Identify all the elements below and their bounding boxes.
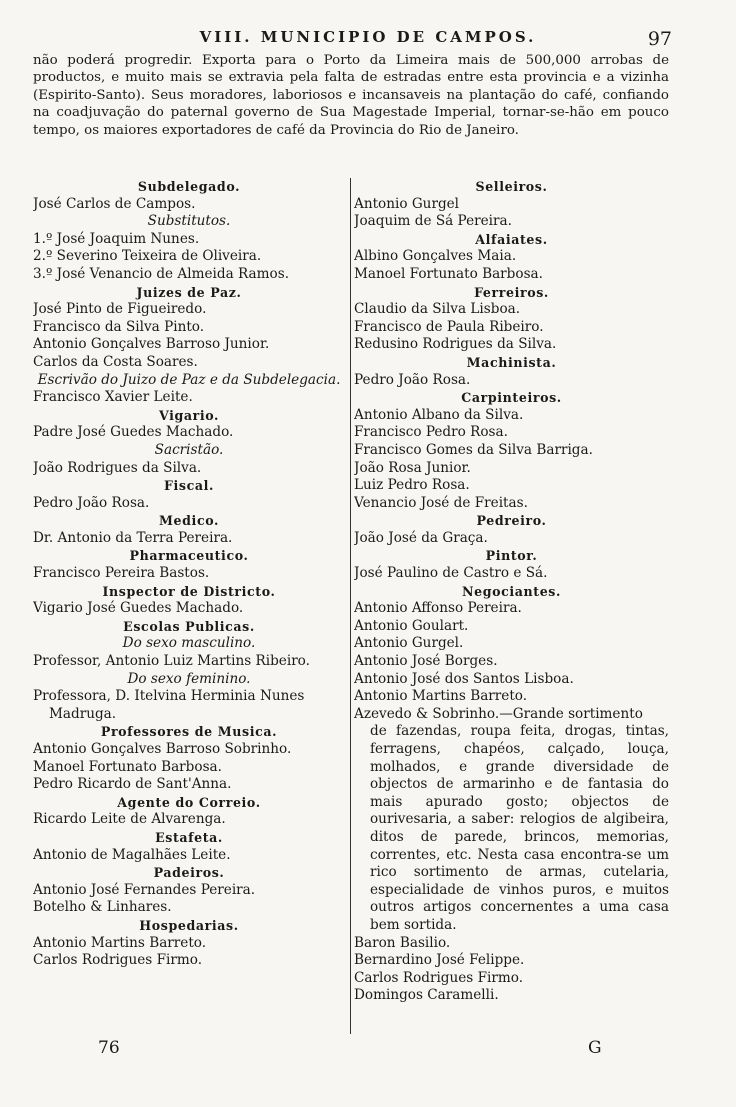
directory-entry: João Rosa Junior. [354,459,471,476]
section-heading: Inspector de Districto. [102,583,276,599]
subsection-heading: Sacristão. [154,441,224,458]
section-heading: Fiscal. [163,478,214,494]
directory-entry: José Pinto de Figueiredo. [33,301,207,318]
directory-entry: Botelho & Linhares. [33,899,172,916]
section-heading: Ferreiros. [474,284,549,300]
section-heading: Carpinteiros. [461,390,562,406]
directory-entry: Albino Gonçalves Maia. [354,248,517,265]
advertisement-lead: Azevedo & Sobrinho.—Grande sortimento [354,705,643,722]
directory-entry: Antonio Gonçalves Barroso Junior. [33,336,270,353]
directory-entry: Pedro João Rosa. [354,371,471,388]
directory-entry: Pedro João Rosa. [33,494,150,511]
left-column [33,178,345,970]
signature-mark: G [588,1038,602,1058]
directory-entry: Baron Basilio. [354,934,451,951]
directory-entry: Carlos da Costa Soares. [33,353,198,370]
directory-entry: Antonio Albano da Silva. [354,406,524,423]
directory-entry: Ricardo Leite de Alvarenga. [33,811,226,828]
directory-entry: João Rodrigues da Silva. [33,459,202,476]
directory-entry: Venancio José de Freitas. [354,494,528,511]
directory-entry: Francisco da Silva Pinto. [33,318,205,335]
section-heading: Machinista. [466,354,557,370]
directory-entry: Antonio José Fernandes Pereira. [33,881,256,898]
directory-entry: José Carlos de Campos. [33,195,196,212]
footer-page-number: 76 [98,1038,120,1058]
section-heading: Negociantes. [461,583,561,599]
directory-entry: Antonio Martins Barreto. [354,688,528,705]
subsection-heading: Do sexo masculino. [122,635,256,652]
section-heading: Juizes de Paz. [136,284,242,300]
section-heading: Pintor. [485,548,538,564]
directory-entry: Antonio Goulart. [354,617,469,634]
directory-entry: Antonio José Borges. [354,653,498,670]
directory-entry: 1.º José Joaquim Nunes. [33,230,200,247]
directory-entry: Francisco Pereira Bastos. [33,565,210,582]
directory-entry: Francisco Gomes da Silva Barriga. [354,441,593,458]
intro-paragraph [33,52,669,139]
running-header [0,28,736,50]
directory-entry: Redusino Rodrigues da Silva. [354,336,557,353]
merchant-advertisement [354,706,669,935]
section-heading: Estafeta. [155,829,223,845]
column-divider [350,178,351,1034]
directory-entry: Bernardino José Felippe. [354,952,525,969]
directory-entry: Antonio de Magalhães Leite. [33,846,231,863]
section-heading: Escolas Publicas. [123,618,255,634]
directory-entry: Francisco Pedro Rosa. [354,424,508,441]
section-heading: Vigario. [158,407,220,423]
directory-entry: Claudio da Silva Lisboa. [354,301,521,318]
directory-entry: Manoel Fortunato Barbosa. [354,265,543,282]
directory-entry: Padre José Guedes Machado. [33,424,234,441]
section-heading: Professores de Musica. [100,724,278,740]
subsection-heading: Do sexo feminino. [127,670,251,687]
directory-entry: Professora, D. Itelvina Herminia Nunes Madruga. [33,688,305,722]
section-heading: Agente do Correio. [117,794,261,810]
right-column [354,178,669,1005]
directory-entry: Carlos Rodrigues Firmo. [354,969,524,986]
section-heading: Subdelegado. [137,179,241,194]
directory-entry: Francisco Xavier Leite. [33,389,193,406]
directory-entry: Antonio Martins Barreto. [33,934,207,951]
directory-entry: Antonio Affonso Pereira. [354,600,522,617]
intro-text: não poderá progredir. Exporta para o Porto da Limeira mais de 500,000 arrobas de productos, e muito mais se extravia pela falta de estradas entre esta provincia e a vizinha (Espirito-Santo). Seus moradores, laboriosos e incansaveis na plantação do café, confiando na coadjuvação do paternal governo de Sua Magestade Imperial, tornar-se-hão em pouco tempo, os maiores exportadores de café da Provincia do Rio de Janeiro. [33,53,669,138]
section-heading: Pedreiro. [476,513,547,529]
directory-entry: Manoel Fortunato Barbosa. [33,758,222,775]
directory-entry: Pedro Ricardo de Sant'Anna. [33,776,232,793]
directory-entry: Antonio Gonçalves Barroso Sobrinho. [33,741,292,757]
section-heading: Alfaiates. [475,231,548,247]
advertisement-body: de fazendas, roupa feita, drogas, tintas, ferragens, chapéos, calçado, louça, molhados, e grande diversidade de objectos de armarinho e de fantasia do mais apurado gosto; objectos de ourivesaria, a saber: relogios de algibeira, ditos de parede, brincos, memorias, correntes, etc. Nesta casa encontra-se um rico sortimento de armas, cutelaria, especialidade de vinhos puros, e muitos outros artigos concernentes a uma casa bem sortida. [370,723,669,933]
directory-entry: Francisco de Paula Ribeiro. [354,318,544,335]
section-heading: Padeiros. [153,865,225,881]
directory-entry: Luiz Pedro Rosa. [354,477,470,494]
section-heading: Selleiros. [475,179,548,194]
directory-entry: Carlos Rodrigues Firmo. [33,952,203,969]
section-heading: Hospedarias. [139,917,239,933]
directory-entry: Joaquim de Sá Pereira. [354,213,512,230]
directory-entry: Domingos Caramelli. [354,987,499,1004]
section-heading: Pharmaceutico. [129,548,249,564]
chapter-title: VIII. MUNICIPIO DE CAMPOS. [199,28,537,46]
directory-entry: 2.º Severino Teixeira de Oliveira. [33,248,262,265]
directory-entry: 3.º José Venancio de Almeida Ramos. [33,265,290,282]
page-number: 97 [647,28,672,50]
directory-entry: Antonio Gurgel. [354,635,464,652]
subsection-heading: Substitutos. [147,213,231,230]
directory-entry: Antonio Gurgel [354,195,460,212]
directory-entry: Vigario José Guedes Machado. [33,600,244,617]
directory-entry: Dr. Antonio da Terra Pereira. [33,529,233,546]
directory-entry: Professor, Antonio Luiz Martins Ribeiro. [33,653,310,670]
directory-entry: João José da Graça. [354,529,488,546]
subsection-heading: Escrivão do Juizo de Paz e da Subdelegacia. [37,371,341,388]
directory-entry: Antonio José dos Santos Lisboa. [354,670,574,687]
section-heading: Medico. [159,513,219,529]
directory-entry: José Paulino de Castro e Sá. [354,565,548,582]
